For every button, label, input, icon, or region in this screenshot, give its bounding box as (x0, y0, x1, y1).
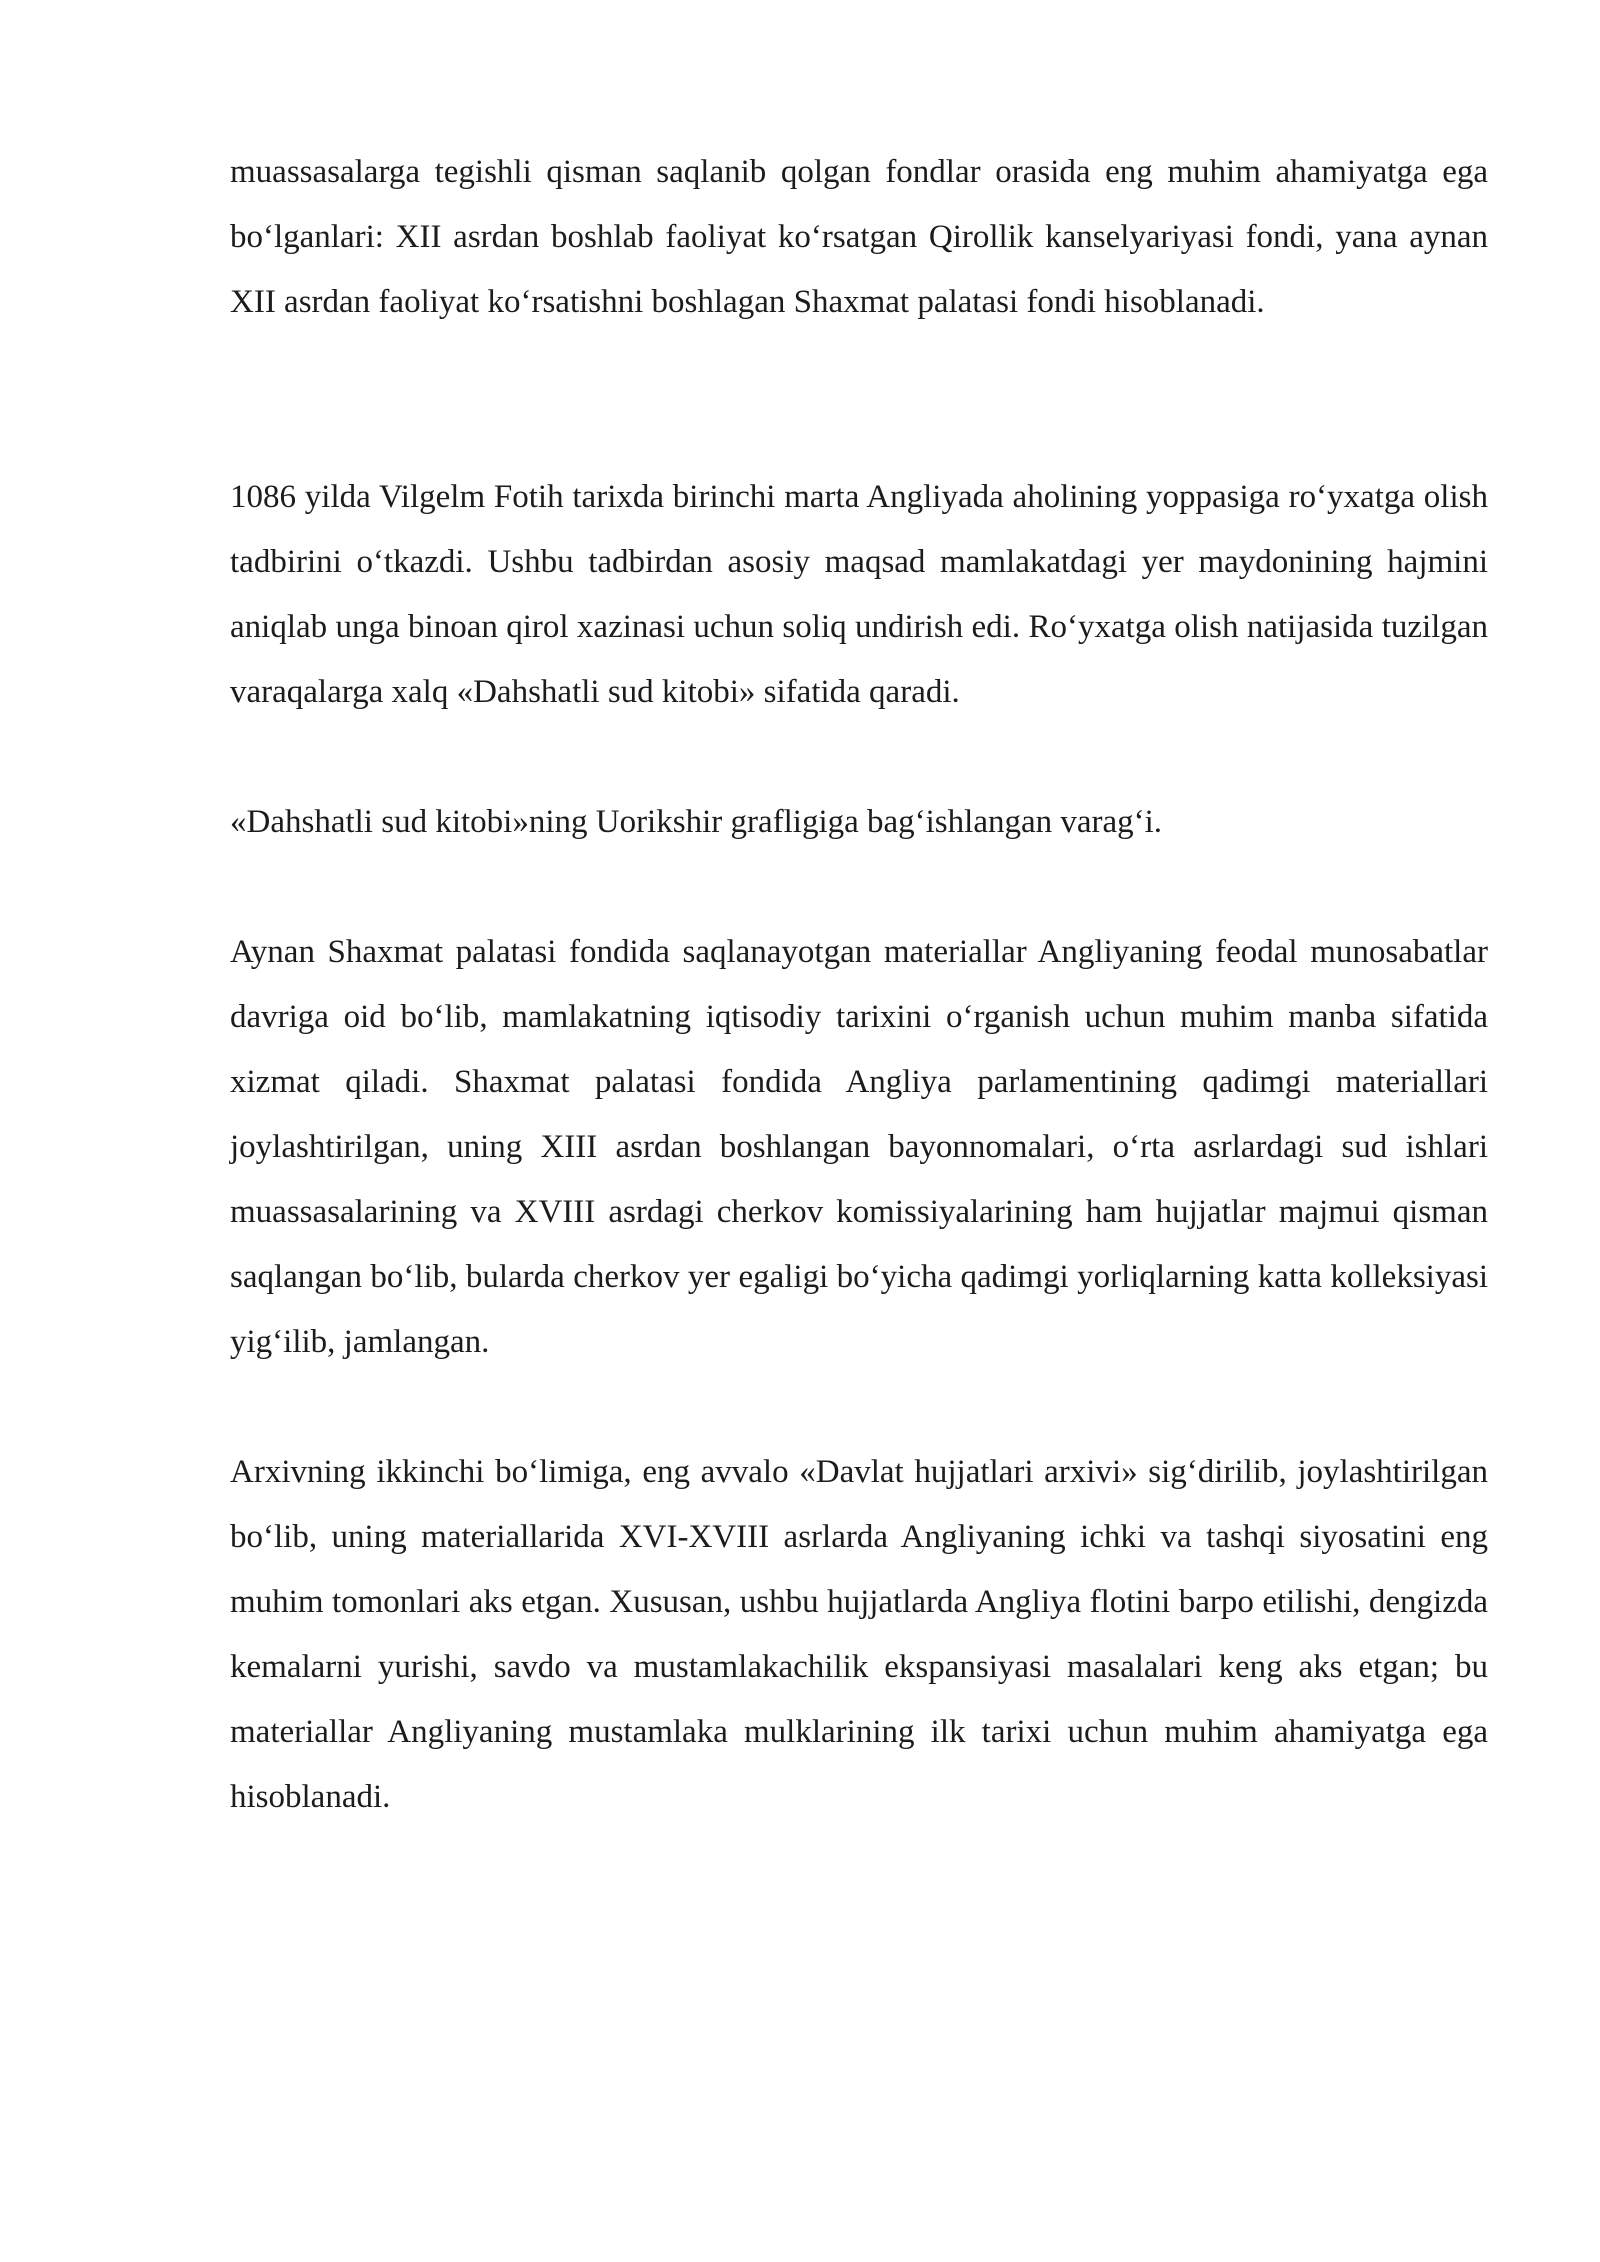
document-body (230, 140, 1488, 1830)
paragraph-domesday-caption: «Dahshatli sud kitobi»ning Uorikshir grafligiga bag‘ishlangan varag‘i. (230, 804, 1163, 840)
paragraph-state-papers: Arxivning ikkinchi bo‘limiga, eng avvalo «Davlat hujjatlari arxivi» sig‘dirilib, joylashtirilgan bo‘lib, uning materiallarida XVI-XVIII asrlarda Angliyaning ichki va tashqi siyosatini eng muhim tomonlari aks etgan. Xususan, ushbu hujjatlarda Angliya flotini barpo etilishi, dengizda kemalarni yurishi, savdo va mustamlakachilik ekspansiyasi masalalari keng aks etgan; bu materiallar Angliyaning mustamlaka mulklarining ilk tarixi uchun muhim ahamiyatga ega hisoblanadi. (230, 1454, 1488, 1815)
paragraph-fonds: muassasalarga tegishli qisman saqlanib qolgan fondlar orasida eng muhim ahamiyatga ega bo‘lganlari: XII asrdan boshlab faoliyat ko‘rsatgan Qirollik kanselyariyasi fondi, yana aynan XII asrdan faoliyat ko‘rsatishni boshlagan Shaxmat palatasi fondi hisoblanadi. (230, 154, 1488, 320)
paragraph-census-1086: 1086 yilda Vilgelm Fotih tarixda birinchi marta Angliyada aholining yoppasiga ro‘yxatga olish tadbirini o‘tkazdi. Ushbu tadbirdan asosiy maqsad mamlakatdagi yer maydonining hajmini aniqlab unga binoan qirol xazinasi uchun soliq undirish edi. Ro‘yxatga olish natijasida tuzilgan varaqalarga xalq «Dahshatli sud kitobi» sifatida qaradi. (230, 479, 1488, 710)
paragraph-exchequer-fond: Aynan Shaxmat palatasi fondida saqlanayotgan materiallar Angliyaning feodal munosabatlar davriga oid bo‘lib, mamlakatning iqtisodiy tarixini o‘rganish uchun muhim manba sifatida xizmat qiladi. Shaxmat palatasi fondida Angliya parlamentining qadimgi materiallari joylashtirilgan, uning XIII asrdan boshlangan bayonnomalari, o‘rta asrlardagi sud ishlari muassasalarining va XVIII asrdagi cherkov komissiyalarining ham hujjatlar majmui qisman saqlangan bo‘lib, bularda cherkov yer egaligi bo‘yicha qadimgi yorliqlarning katta kolleksiyasi yig‘ilib, jamlangan. (230, 934, 1488, 1360)
